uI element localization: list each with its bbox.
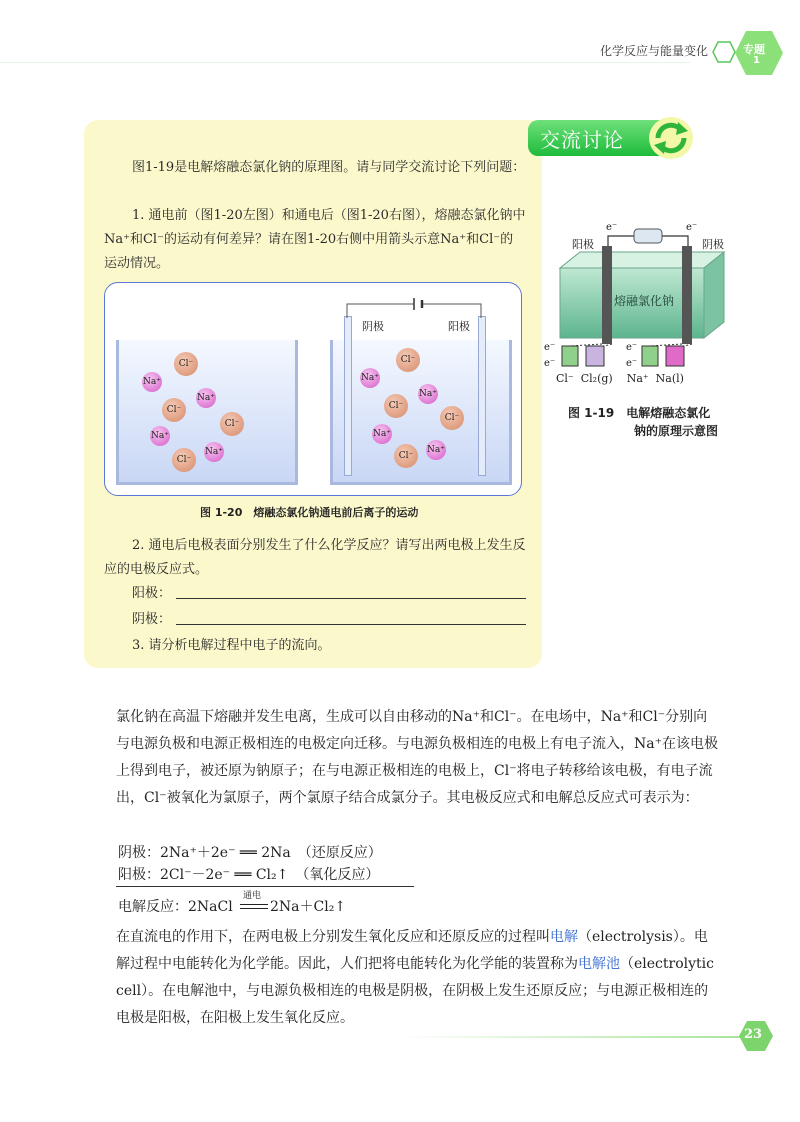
fig20-caption: 图 1-20 熔融态氯化钠通电前后离子的运动	[200, 506, 419, 519]
ion-cl: Cl⁻	[440, 406, 464, 430]
question-1: 1. 通电前（图1-20左图）和通电后（图1-20右图），熔融态氯化钠中Na⁺和Cl⁻的运动有何差异？请在图1-20右侧中用箭头示意Na⁺和Cl⁻的运动情况。	[104, 208, 526, 271]
fig19-electron: e⁻	[606, 222, 618, 233]
ion-cl: Cl⁻	[384, 394, 408, 418]
question-2: 2. 通电后电极表面分别发生了什么化学反应？请写出两电极上发生反应的电极反应式。	[104, 538, 526, 577]
ion-na: Na⁺	[204, 442, 224, 462]
equation-divider	[116, 886, 414, 887]
fig20-cathode-label: 阴极	[362, 320, 384, 333]
ion-cl: Cl⁻	[396, 348, 420, 372]
box-intro: 图1-19是电解熔融态氯化钠的原理图。请与同学交流讨论下列问题：	[132, 160, 526, 175]
badge-number: 1	[753, 55, 760, 66]
fig19-caption-line2: 钠的原理示意图	[634, 424, 719, 438]
power-circuit	[346, 296, 486, 320]
ion-cl: Cl⁻	[220, 412, 244, 436]
body-paragraph-2	[116, 924, 720, 1032]
term-electrolytic-cell[interactable]: 电解池	[578, 956, 620, 972]
page-number: 23	[744, 1027, 763, 1042]
ion-na: Na⁺	[372, 424, 392, 444]
cathode-answer-line[interactable]	[176, 610, 526, 625]
ion-na: Na⁺	[426, 440, 446, 460]
chapter-title: 化学反应与能量变化	[599, 44, 708, 58]
fig20-anode-label: 阳极	[448, 320, 470, 333]
ion-cl: Cl⁻	[162, 398, 186, 422]
footer-rule	[400, 1036, 740, 1038]
fig19-electrolyte-label: 熔融氯化钠	[614, 294, 675, 308]
electrode-cathode	[344, 316, 352, 476]
beaker-left	[116, 340, 298, 485]
para2-part-a: 在直流电的作用下，在两电极上分别发生氧化反应和还原反应的过程叫	[116, 929, 550, 945]
ion-na: Na⁺	[418, 384, 438, 404]
discussion-tab-label: 交流讨论	[540, 128, 624, 152]
ion-cl: Cl⁻	[174, 352, 198, 376]
equation-cathode: 阴极：2Na⁺＋2e⁻ ══ 2Na （还原反应）	[118, 845, 382, 861]
cathode-answer-label: 阴极：	[132, 612, 172, 627]
fig19-electron: e⁻	[544, 358, 556, 369]
equation-condition: 通电	[243, 891, 262, 901]
anode-answer-label: 阳极：	[132, 586, 172, 601]
term-electrolysis[interactable]: 电解	[550, 929, 578, 945]
header-rule	[0, 62, 690, 63]
ion-na: Na⁺	[196, 388, 216, 408]
ion-na: Na⁺	[360, 368, 380, 388]
equation-arrow	[240, 904, 268, 909]
ion-cl: Cl⁻	[394, 444, 418, 468]
ion-cl: Cl⁻	[172, 448, 196, 472]
fig19-cathode-label: 阴极	[702, 238, 724, 251]
question-3: 3. 请分析电解过程中电子的流向。	[132, 638, 331, 653]
badge-label: 专题	[743, 43, 765, 56]
equation-total-left: 电解反应：2NaCl	[118, 899, 233, 915]
para2-part-c: （electrolytic cell）。在电解池中，与电源负极相连的电极是阴极，在阴极上发生还原反应；与电源正极相连的电极是阳极，在阳极上发生氧化反应。	[116, 956, 714, 1026]
equation-total-right: 2Na＋Cl₂↑	[270, 899, 347, 915]
fig19-caption-line1: 图 1-19 电解熔融态氯化	[568, 406, 711, 420]
fig19-anode-label: 阳极	[572, 238, 594, 251]
fig19-species-labels: Cl⁻ Cl₂(g) Na⁺ Na(l)	[556, 372, 684, 385]
fig19-electron: e⁻	[686, 222, 698, 233]
equation-anode: 阳极：2Cl⁻－2e⁻ ══ Cl₂↑ （氧化反应）	[118, 867, 380, 883]
fig19-electron: e⁻	[626, 342, 638, 353]
ion-na: Na⁺	[150, 426, 170, 446]
ion-na: Na⁺	[142, 372, 162, 392]
para2-part-b: （electrolysis）。电解过程中电能转化为化学能。因此，人们把将电能转化为化学能的装置称为	[116, 929, 708, 972]
hexagon-icon	[712, 40, 736, 64]
anode-answer-line[interactable]	[176, 584, 526, 599]
fig19-electron: e⁻	[626, 358, 638, 369]
body-paragraph-1: 氯化钠在高温下熔融并发生电离，生成可以自由移动的Na⁺和Cl⁻。在电场中，Na⁺和Cl⁻分别向与电源负极和电源正极相连的电极定向迁移。与电源负极相连的电极上有电子流入，Na⁺在该电极上得到电子，被还原为钠原子；在与电源正极相连的电极上，Cl⁻将电子转移给该电极，有电子流出，Cl⁻被氧化为氯原子，两个氯原子结合成氯分子。其电极反应式和电解总反应式可表示为：	[116, 709, 718, 806]
fig19-electron: e⁻	[544, 342, 556, 353]
recycle-arrows-icon	[648, 116, 694, 160]
electrode-anode	[478, 316, 486, 476]
